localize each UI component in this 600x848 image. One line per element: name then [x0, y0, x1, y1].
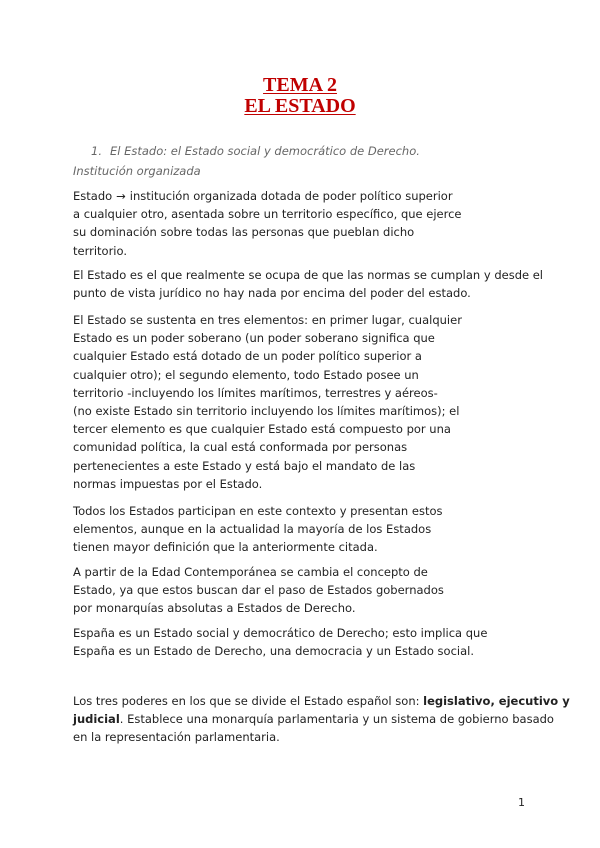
- text-line: territorio.: [73, 243, 127, 258]
- text-line: El Estado se sustenta en tres elementos: en primer lugar, cualquier: [73, 313, 462, 327]
- powers-rest: . Establece una monarquía parlamentaria y un sistema de gobierno basado: [119, 712, 554, 727]
- definition-first-line: [73, 187, 533, 205]
- paragraph-definition: [73, 187, 533, 260]
- title-main: EL ESTADO: [244, 95, 356, 117]
- text-line: A partir de la Edad Contemporánea se cambia el concepto de: [73, 565, 428, 579]
- paragraph-5: [73, 563, 533, 618]
- text-line: territorio -incluyendo los límites marítimos, terrestres y aéreos-: [73, 385, 438, 400]
- text-line: [73, 710, 554, 728]
- text-line: punto de vista jurídico no hay nada por encima del poder del estado.: [73, 286, 471, 301]
- text-line: España es un Estado de Derecho, una democracia y un Estado social.: [73, 644, 474, 659]
- powers-bold-1: legislativo, ejecutivo y: [423, 694, 570, 708]
- subtitle: Institución organizada: [73, 164, 201, 178]
- section-heading: [91, 144, 420, 158]
- text-line: su dominación sobre todas las personas que pueblan dicho: [73, 225, 415, 240]
- text-line: El Estado es el que realmente se ocupa de que las normas se cumplan y desde el: [73, 268, 543, 282]
- paragraph-3: [73, 311, 533, 493]
- text-line: (no existe Estado sin territorio incluyendo los límites marítimos); el: [73, 404, 460, 419]
- text-line: en la representación parlamentaria.: [73, 730, 280, 745]
- text-line: comunidad política, la cual está conformada por personas: [73, 440, 408, 455]
- text-line: cualquier Estado está dotado de un poder político superior a: [73, 349, 422, 364]
- text-line: pertenecientes a este Estado y está bajo el mandato de las: [73, 458, 416, 473]
- text-line: tercer elemento es que cualquier Estado está compuesto por una: [73, 422, 451, 437]
- text-line: Estado es un poder soberano (un poder soberano significa que: [73, 331, 435, 346]
- text-line: por monarquías absolutas a Estados de Derecho.: [73, 601, 356, 616]
- text-line: a cualquier otro, asentada sobre un territorio específico, que ejerce: [73, 207, 462, 222]
- text-line: [73, 692, 570, 710]
- paragraph-powers: [73, 692, 570, 747]
- text-line: normas impuestas por el Estado.: [73, 476, 263, 491]
- text-line: tienen mayor definición que la anteriormente citada.: [73, 540, 378, 555]
- paragraph-6: [73, 624, 533, 660]
- text-line: Todos los Estados participan en este contexto y presentan estos: [73, 504, 443, 518]
- definition-term: Estado: [73, 189, 113, 203]
- arrow-icon: →: [116, 189, 126, 203]
- definition-text: institución organizada dotada de poder político superior: [129, 189, 453, 203]
- powers-bold-2: judicial: [73, 712, 120, 727]
- title-topic: TEMA 2: [263, 74, 337, 96]
- section-number: 1.: [91, 144, 102, 158]
- powers-intro: Los tres poderes en los que se divide el Estado español son:: [73, 694, 420, 708]
- text-line: elementos, aunque en la actualidad la mayoría de los Estados: [73, 522, 432, 537]
- page-number: 1: [518, 796, 525, 809]
- paragraph-2: [73, 266, 543, 302]
- paragraph-4: [73, 502, 533, 557]
- text-line: Estado, ya que estos buscan dar el paso de Estados gobernados: [73, 583, 444, 598]
- text-line: España es un Estado social y democrático de Derecho; esto implica que: [73, 626, 488, 640]
- section-text: El Estado: el Estado social y democrático de Derecho.: [109, 144, 420, 158]
- text-line: cualquier otro); el segundo elemento, todo Estado posee un: [73, 367, 419, 382]
